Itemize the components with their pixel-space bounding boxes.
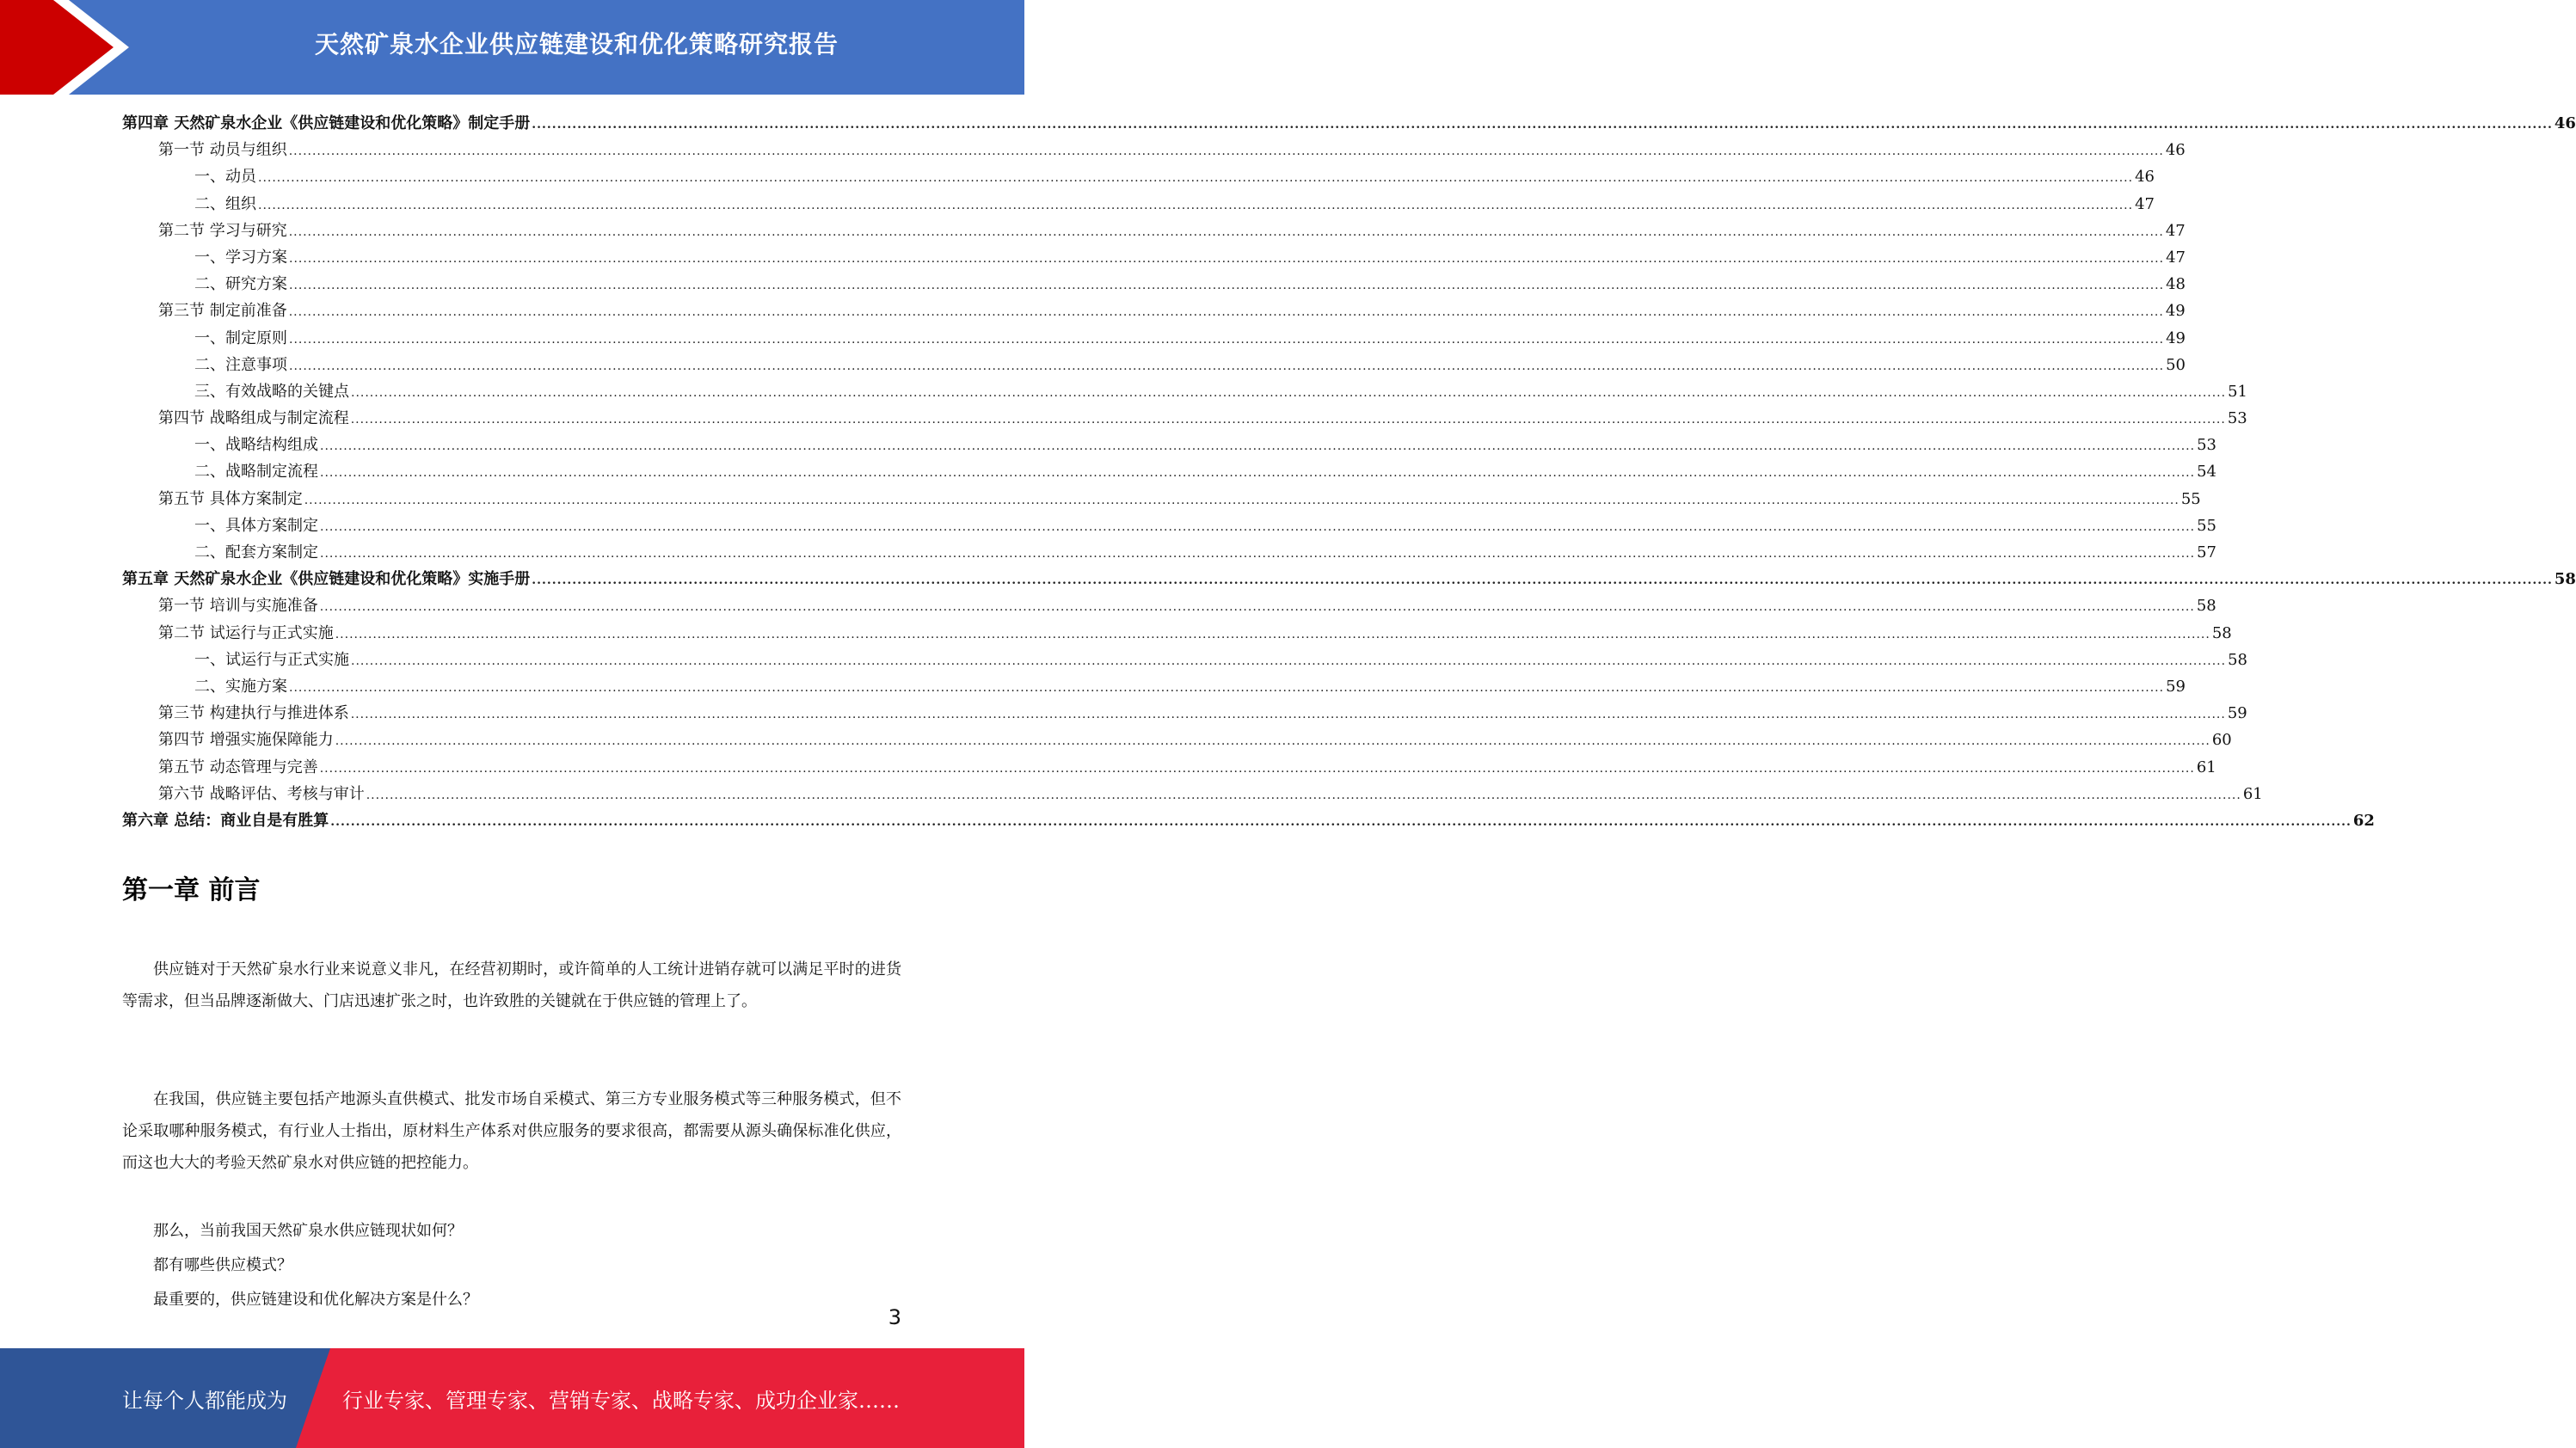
toc-entry-title: 第五章 天然矿泉水企业《供应链建设和优化策略》实施手册 xyxy=(122,570,531,589)
toc-entry-title: 一、学习方案 xyxy=(194,248,287,267)
toc-entry-page: 49 xyxy=(2165,302,2186,321)
toc-entry-page: 60 xyxy=(2211,731,2232,750)
toc-entry[interactable] xyxy=(122,244,2186,271)
toc-entry-title: 第六章 总结：商业自是有胜算 xyxy=(122,811,329,830)
toc-entry-page: 48 xyxy=(2166,275,2186,294)
toc-entry[interactable] xyxy=(122,271,2186,298)
toc-entry-page: 55 xyxy=(2197,516,2216,535)
toc-entry-page: 53 xyxy=(2197,436,2216,455)
toc-dot-leader: ................................................................................................................................................................................................................................................................................................................................................................................................................ xyxy=(258,198,2134,212)
toc-entry-title: 二、注意事项 xyxy=(194,355,287,374)
toc-dot-leader: ................................................................................................................................................................................................................................................................................................................................................................................................................ xyxy=(288,305,2164,320)
question-item: 都有哪些供应模式？ xyxy=(153,1256,292,1274)
toc-entry-page: 49 xyxy=(2166,328,2186,347)
body-paragraph: 供应链对于天然矿泉水行业来说意义非凡，在经营初期时，或许简单的人工统计进销存就可以满足平时的进货等需求，但当品牌逐渐做大、门店迅速扩张之时，也许致胜的关键就在于供应链的管理上了。 xyxy=(122,960,901,1010)
table-of-contents xyxy=(122,110,2576,834)
toc-entry-title: 二、配套方案制定 xyxy=(194,543,318,561)
toc-dot-leader: ................................................................................................................................................................................................................................................................................................................................................................................................................ xyxy=(335,734,2210,749)
toc-entry-page: 55 xyxy=(2180,489,2201,508)
toc-entry-title: 二、研究方案 xyxy=(194,275,287,294)
toc-entry[interactable] xyxy=(122,700,2247,727)
toc-entry-page: 62 xyxy=(2352,811,2375,830)
toc-entry[interactable] xyxy=(122,352,2186,378)
toc-entry-title: 二、实施方案 xyxy=(194,677,287,696)
toc-dot-leader: ................................................................................................................................................................................................................................................................................................................................................................................................................ xyxy=(330,814,2352,829)
toc-dot-leader: ................................................................................................................................................................................................................................................................................................................................................................................................................ xyxy=(289,251,2165,266)
toc-entry[interactable] xyxy=(122,566,2576,592)
toc-entry-title: 第二节 试运行与正式实施 xyxy=(158,623,334,642)
toc-entry-title: 第二节 学习与研究 xyxy=(158,221,287,240)
toc-dot-leader: ................................................................................................................................................................................................................................................................................................................................................................................................................ xyxy=(289,680,2165,695)
toc-dot-leader: ................................................................................................................................................................................................................................................................................................................................................................................................................ xyxy=(289,359,2165,373)
toc-dot-leader: ................................................................................................................................................................................................................................................................................................................................................................................................................ xyxy=(304,493,2179,507)
toc-entry-page: 46 xyxy=(2165,141,2186,160)
toc-entry-page: 51 xyxy=(2228,382,2247,401)
toc-dot-leader: ................................................................................................................................................................................................................................................................................................................................................................................................................ xyxy=(532,118,2553,132)
header-title: 天然矿泉水企业供应链建设和优化策略研究报告 xyxy=(314,30,839,58)
toc-entry[interactable] xyxy=(122,647,2247,673)
toc-dot-leader: ................................................................................................................................................................................................................................................................................................................................................................................................................ xyxy=(366,788,2241,802)
toc-dot-leader: ................................................................................................................................................................................................................................................................................................................................................................................................................ xyxy=(319,600,2195,615)
toc-dot-leader: ................................................................................................................................................................................................................................................................................................................................................................................................................ xyxy=(320,466,2196,481)
toc-entry-title: 第六节 战略评估、考核与审计 xyxy=(158,784,365,803)
toc-entry-title: 第五节 具体方案制定 xyxy=(158,489,303,508)
toc-entry-page: 54 xyxy=(2197,463,2216,482)
toc-entry[interactable] xyxy=(122,486,2201,512)
toc-entry[interactable] xyxy=(122,137,2186,163)
toc-entry-title: 二、战略制定流程 xyxy=(194,463,318,482)
toc-entry-page: 53 xyxy=(2227,409,2247,428)
toc-entry[interactable] xyxy=(122,592,2216,619)
toc-entry-page: 59 xyxy=(2227,704,2247,723)
toc-entry[interactable] xyxy=(122,458,2216,485)
toc-dot-leader: ................................................................................................................................................................................................................................................................................................................................................................................................................ xyxy=(288,224,2164,239)
toc-dot-leader: ................................................................................................................................................................................................................................................................................................................................................................................................................ xyxy=(258,171,2134,186)
toc-entry-title: 一、试运行与正式实施 xyxy=(194,650,349,669)
toc-entry[interactable] xyxy=(122,378,2247,405)
toc-entry[interactable] xyxy=(122,727,2232,753)
toc-entry-page: 58 xyxy=(2228,650,2247,669)
toc-dot-leader: ................................................................................................................................................................................................................................................................................................................................................................................................................ xyxy=(335,627,2210,641)
question-item: 最重要的，供应链建设和优化解决方案是什么？ xyxy=(153,1291,478,1309)
toc-entry[interactable] xyxy=(122,218,2186,244)
toc-entry-title: 二、组织 xyxy=(194,194,256,213)
footer-slogan-left: 让每个人都能成为 xyxy=(122,1388,287,1413)
toc-entry-title: 第五节 动态管理与完善 xyxy=(158,758,318,776)
toc-entry[interactable] xyxy=(122,163,2155,190)
toc-dot-leader: ................................................................................................................................................................................................................................................................................................................................................................................................................ xyxy=(532,574,2553,588)
toc-dot-leader: ................................................................................................................................................................................................................................................................................................................................................................................................................ xyxy=(350,413,2226,427)
toc-entry[interactable] xyxy=(122,620,2232,647)
chapter-title: 第一章 前言 xyxy=(122,875,261,905)
toc-entry-page: 50 xyxy=(2166,355,2186,374)
toc-dot-leader: ................................................................................................................................................................................................................................................................................................................................................................................................................ xyxy=(320,439,2196,454)
toc-entry-title: 三、有效战略的关键点 xyxy=(194,382,349,401)
toc-entry-title: 一、制定原则 xyxy=(194,328,287,347)
toc-entry-page: 47 xyxy=(2166,248,2186,267)
toc-entry[interactable] xyxy=(122,807,2375,834)
toc-entry-title: 一、具体方案制定 xyxy=(194,516,318,535)
toc-entry-page: 58 xyxy=(2554,570,2576,589)
page-number: 3 xyxy=(888,1305,901,1329)
toc-entry[interactable] xyxy=(122,191,2155,218)
toc-entry-page: 46 xyxy=(2554,114,2576,132)
toc-entry-page: 47 xyxy=(2165,221,2186,240)
toc-entry[interactable] xyxy=(122,673,2186,700)
toc-entry-page: 46 xyxy=(2135,168,2155,187)
toc-entry[interactable] xyxy=(122,325,2186,352)
toc-entry-title: 第三节 构建执行与推进体系 xyxy=(158,704,349,723)
toc-entry-title: 第三节 制定前准备 xyxy=(158,302,287,321)
toc-dot-leader: ................................................................................................................................................................................................................................................................................................................................................................................................................ xyxy=(320,547,2196,561)
toc-entry-page: 57 xyxy=(2197,543,2216,561)
toc-dot-leader: ................................................................................................................................................................................................................................................................................................................................................................................................................ xyxy=(351,653,2227,668)
toc-entry[interactable] xyxy=(122,110,2576,137)
header-arrow-decoration xyxy=(0,0,138,95)
toc-dot-leader: ................................................................................................................................................................................................................................................................................................................................................................................................................ xyxy=(289,279,2165,293)
question-list xyxy=(122,1214,901,1317)
toc-entry-title: 第四节 战略组成与制定流程 xyxy=(158,409,349,428)
toc-entry-title: 第一节 培训与实施准备 xyxy=(158,597,318,616)
toc-entry-page: 61 xyxy=(2242,784,2263,803)
toc-entry[interactable] xyxy=(122,405,2247,432)
toc-entry-page: 59 xyxy=(2166,677,2186,696)
page-header xyxy=(0,0,1024,95)
toc-entry-title: 第四节 增强实施保障能力 xyxy=(158,731,334,750)
toc-entry-title: 第四章 天然矿泉水企业《供应链建设和优化策略》制定手册 xyxy=(122,114,531,132)
body-paragraph: 在我国，供应链主要包括产地源头直供模式、批发市场自采模式、第三方专业服务模式等三种服务模式，但不论采取哪种服务模式，有行业人士指出，原材料生产体系对供应服务的要求很高，都需要从源头确保标准化供应，而这也大大的考验天然矿泉水对供应链的把控能力。 xyxy=(122,1090,901,1172)
toc-entry[interactable] xyxy=(122,432,2216,458)
toc-dot-leader: ................................................................................................................................................................................................................................................................................................................................................................................................................ xyxy=(319,761,2195,776)
question-item: 那么，当前我国天然矿泉水供应链现状如何？ xyxy=(153,1222,463,1240)
toc-entry-page: 58 xyxy=(2211,623,2232,642)
toc-entry[interactable] xyxy=(122,754,2216,781)
footer-slogan-right: 行业专家、管理专家、营销专家、战略专家、成功企业家…… xyxy=(342,1388,900,1413)
toc-entry-page: 61 xyxy=(2196,758,2216,776)
toc-entry-page: 58 xyxy=(2196,597,2216,616)
toc-entry-title: 第一节 动员与组织 xyxy=(158,141,287,160)
toc-entry-title: 一、战略结构组成 xyxy=(194,436,318,455)
toc-dot-leader: ................................................................................................................................................................................................................................................................................................................................................................................................................ xyxy=(289,332,2165,347)
toc-dot-leader: ................................................................................................................................................................................................................................................................................................................................................................................................................ xyxy=(351,385,2227,400)
page-footer xyxy=(0,1348,1024,1448)
toc-entry[interactable] xyxy=(122,781,2263,807)
toc-entry-page: 47 xyxy=(2135,194,2155,213)
toc-entry[interactable] xyxy=(122,512,2216,539)
toc-entry[interactable] xyxy=(122,539,2216,566)
toc-dot-leader: ................................................................................................................................................................................................................................................................................................................................................................................................................ xyxy=(288,144,2164,159)
toc-entry[interactable] xyxy=(122,298,2186,324)
toc-dot-leader: ................................................................................................................................................................................................................................................................................................................................................................................................................ xyxy=(320,519,2196,534)
toc-entry-title: 一、动员 xyxy=(194,168,256,187)
toc-dot-leader: ................................................................................................................................................................................................................................................................................................................................................................................................................ xyxy=(350,708,2226,722)
